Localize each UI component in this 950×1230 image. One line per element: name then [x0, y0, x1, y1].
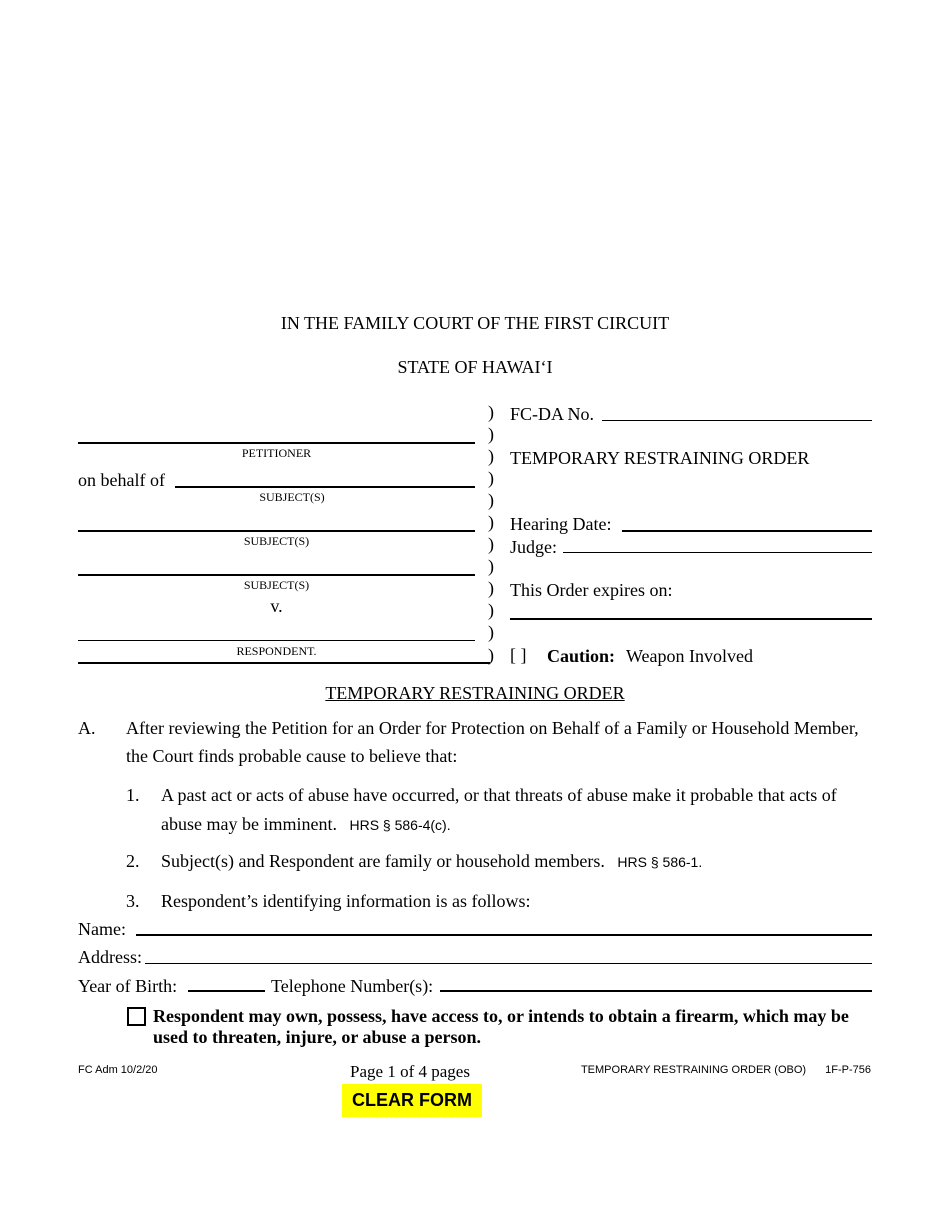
judge-field[interactable]	[563, 552, 872, 553]
caption-paren: )	[488, 645, 494, 665]
item-1-line-1: A past act or acts of abuse have occurred, or that threats of abuse make it probable that acts of	[161, 785, 837, 805]
caption-paren: )	[488, 578, 494, 598]
hearing-date-label: Hearing Date:	[510, 514, 612, 534]
case-number-field[interactable]	[602, 420, 872, 421]
subject-label-3: SUBJECT(S)	[243, 578, 310, 592]
address-field[interactable]	[145, 963, 872, 964]
item-1-citation: HRS § 586-4(c).	[349, 817, 451, 833]
item-number: 2.	[126, 851, 140, 871]
item-1-text: abuse may be imminent.	[161, 814, 337, 834]
item-number: 3.	[126, 891, 140, 911]
firearm-line-1: Respondent may own, possess, have access to, or intends to obtain a firearm, which may be	[153, 1006, 849, 1026]
name-label: Name:	[78, 919, 126, 939]
subject-field-3[interactable]	[78, 574, 475, 576]
versus-text: v.	[270, 596, 283, 616]
caption-paren: )	[488, 512, 494, 532]
telephone-field[interactable]	[440, 990, 872, 992]
expires-label: This Order expires on:	[510, 580, 673, 600]
caption-paren: )	[488, 402, 494, 422]
item-1-line-2	[161, 814, 451, 835]
firearm-checkbox[interactable]	[127, 1007, 146, 1026]
caption-paren: )	[488, 534, 494, 554]
subject-field-1[interactable]	[175, 486, 475, 488]
item-2-citation: HRS § 586-1.	[617, 854, 703, 870]
case-number-label: FC-DA No.	[510, 404, 595, 424]
form-footer-title	[581, 1064, 871, 1076]
subject-field-2[interactable]	[78, 530, 475, 532]
section-a-line-2: the Court finds probable cause to believe that:	[126, 746, 458, 766]
caption-paren: )	[488, 446, 494, 466]
item-number: 1.	[126, 785, 140, 805]
respondent-field[interactable]	[78, 640, 475, 641]
firearm-line-2: used to threaten, injure, or abuse a person.	[153, 1027, 482, 1047]
hearing-date-field[interactable]	[622, 530, 872, 532]
item-3-line: Respondent’s identifying information is as follows:	[161, 891, 531, 911]
caption-paren: )	[488, 622, 494, 642]
state-heading: STATE OF HAWAI‘I	[397, 357, 553, 377]
form-date: FC Adm 10/2/20	[78, 1064, 158, 1076]
telephone-label: Telephone Number(s):	[271, 976, 434, 996]
caution-text: Weapon Involved	[626, 646, 754, 666]
form-number: 1F-P-756	[825, 1064, 871, 1076]
section-a-line-1: After reviewing the Petition for an Order for Protection on Behalf of a Family or Household Member,	[126, 718, 859, 738]
caption-paren: )	[488, 600, 494, 620]
caption-bottom-rule	[78, 662, 490, 664]
subject-label-2: SUBJECT(S)	[243, 534, 310, 548]
judge-label: Judge:	[510, 537, 557, 557]
subject-label-1: SUBJECT(S)	[259, 490, 325, 504]
caution-checkbox[interactable]: [ ]	[510, 645, 527, 665]
year-of-birth-field[interactable]	[188, 990, 265, 992]
caution-label: Caution:	[547, 646, 616, 666]
document-title: TEMPORARY RESTRAINING ORDER	[510, 448, 810, 468]
caption-paren: )	[488, 556, 494, 576]
section-a-marker: A.	[78, 718, 96, 738]
address-label: Address:	[78, 947, 142, 967]
name-field[interactable]	[136, 934, 872, 936]
item-2-line	[161, 851, 702, 872]
form-title: TEMPORARY RESTRAINING ORDER (OBO)	[580, 1064, 807, 1076]
caption-paren: )	[488, 490, 494, 510]
item-2-text: Subject(s) and Respondent are family or household members.	[161, 851, 605, 871]
caption-paren: )	[488, 468, 494, 488]
on-behalf-of-label: on behalf of	[78, 470, 165, 490]
year-of-birth-label: Year of Birth:	[78, 976, 178, 996]
court-heading: IN THE FAMILY COURT OF THE FIRST CIRCUIT	[280, 313, 670, 333]
order-title	[0, 683, 950, 704]
respondent-label: RESPONDENT.	[236, 644, 317, 658]
petitioner-label: PETITIONER	[241, 446, 312, 460]
expires-field[interactable]	[510, 618, 872, 620]
petitioner-field[interactable]	[78, 442, 475, 444]
order-title-text: TEMPORARY RESTRAINING ORDER	[325, 683, 625, 703]
clear-form-button[interactable]: CLEAR FORM	[342, 1084, 482, 1117]
caption-paren: )	[488, 424, 494, 444]
page-number: Page 1 of 4 pages	[350, 1062, 470, 1081]
